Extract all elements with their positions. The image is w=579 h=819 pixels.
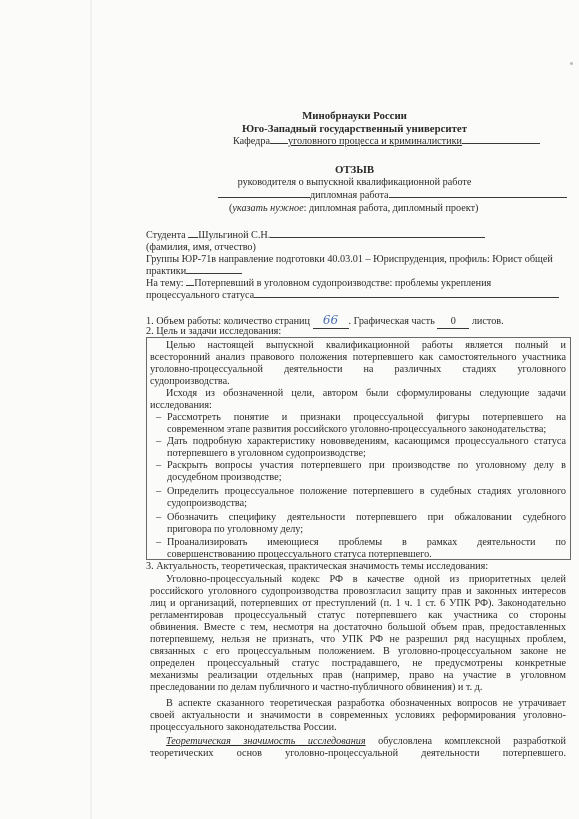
s3-para1-line10: преследовании по делам публичного и частно-публичного обвинения) и т. д. — [150, 682, 483, 693]
s3-para1-line6: потерпевшему, нельзя не признать, что УПК РФ не разрешил ряд насущных проблем, — [150, 634, 566, 645]
s3-para1-line2: российского уголовного судопроизводства провозгласил защиту прав и законных интересов — [150, 586, 566, 597]
task-3-line2: досудебном производстве; — [167, 472, 282, 483]
task-bullet: – — [156, 486, 162, 497]
theoretical-significance: Теоретическая значимость исследования — [166, 736, 366, 747]
task-4-line2: судопроизводства; — [167, 498, 247, 509]
pages-count: 66 — [322, 313, 339, 327]
work-type: дипломная работа — [310, 190, 389, 201]
task-2-line2: потерпевшего в уголовном судопроизводстве; — [167, 448, 366, 459]
task-4-line1: Определить процессуальное положение потерпевшего в судебных стадиях уголовного — [167, 486, 566, 497]
department-line — [233, 136, 540, 148]
university-name: Юго-Западный государственный университет — [241, 123, 468, 135]
s2-para1-line1: Целью настоящей выпускной квалификационной работы является полный и — [166, 340, 566, 351]
s2-para2-line1: Исходя из обозначенной цели, автором были сформулированы следующие задачи — [166, 388, 566, 399]
task-bullet: – — [156, 412, 162, 423]
group-line-2: практики — [146, 266, 242, 278]
task-6-line1: Проанализировать имеющиеся проблемы в рамках деятельности по — [167, 537, 566, 548]
task-2-line1: Дать подробную характеристику нововведениям, касающимся процессуального статуса — [167, 436, 566, 447]
s3-para1-line9: механизмы реализации отдельных прав (например, право на участие в уголовном — [150, 670, 566, 681]
s2-para1-line3: уголовно-процессуальной деятельности на различных стадиях уголовного — [150, 364, 566, 375]
s2-para1-line2: всесторонний анализ правового положения потерпевшего как самостоятельного участника — [150, 352, 566, 363]
s3-para2-line1: В аспекте сказанного теоретическая разработка обозначенных вопросов не утрачивает — [166, 698, 566, 709]
s3-para2-line2: своей актуальности и значимости в современных условиях реформирования уголовно- — [150, 710, 566, 721]
section1-line: 1. Объем работы: количество страниц 66 . Графическая часть 0 листов. — [146, 313, 504, 327]
task-6-line2: совершенствованию процессуального статуса потерпевшего. — [167, 549, 432, 560]
s2-para1-line4: судопроизводства. — [150, 376, 230, 387]
work-type-line — [218, 190, 567, 202]
s3-para1-line8: определен процессуальный статус пострадавшего, не предусмотрены конкретные — [150, 658, 566, 669]
scan-speck — [570, 62, 573, 65]
hint-italic: указать нужное — [232, 203, 304, 214]
s3-para3-line1: Теоретическая значимость исследования обусловлена комплексной разработкой — [166, 736, 566, 747]
task-1-line2: современном этапе развития российского уголовно-процессуального законодательства; — [167, 424, 547, 435]
s3-para1-line7: связанных с его процессуальным положением. В уголовно-процессуальном законе не — [150, 646, 566, 657]
task-bullet: – — [156, 460, 162, 471]
task-bullet: – — [156, 537, 162, 548]
department-prefix: Кафедра — [233, 136, 270, 147]
task-5-line1: Обозначить специфику деятельности потерпевшего при обжаловании судебного — [167, 512, 566, 523]
s3-para1-line3: лиц и организаций, потерпевших от преступлений (п. 1 ч. 1 ст. 6 УПК РФ). Законодательно — [150, 598, 566, 609]
topic-line-2 — [146, 290, 559, 302]
task-5-line2: приговора по уголовному делу; — [167, 524, 304, 535]
s3-para1-line1: Уголовно-процессуальный кодекс РФ в качестве одной из приоритетных целей — [166, 574, 566, 585]
task-bullet: – — [156, 436, 162, 447]
s3-para2-line3: процессуального законодательства России. — [150, 722, 337, 733]
review-heading: ОТЗЫВ — [334, 164, 375, 176]
student-label: Студента — [146, 230, 186, 241]
topic-line — [146, 278, 491, 290]
section3-heading: 3. Актуальность, теоретическая, практическая значимость темы исследования: — [146, 561, 489, 572]
s3-para1-line4: регламентировав процессуальный статус потерпевшего как участника со стороны — [150, 610, 566, 621]
s3-para3-line2: теоретических основ уголовно-процессуальной деятельности потерпевшего. — [150, 748, 566, 759]
task-3-line1: Раскрыть вопросы участия потерпевшего при производстве по уголовному делу в — [167, 460, 566, 471]
student-line — [146, 230, 485, 242]
task-1-line1: Рассмотреть понятие и признаки процессуальной фигуры потерпевшего на — [167, 412, 566, 423]
topic-label: На тему: — [146, 278, 184, 289]
task-bullet: – — [156, 512, 162, 523]
s3-para1-line5: обвинения. Вместе с тем, несмотря на достаточно большой объем прав, предоставленных — [150, 622, 566, 633]
topic-text-1: Потерпевший в уголовном судопроизводстве: проблемы укрепления — [194, 278, 492, 289]
student-name-hint: (фамилия, имя, отчество) — [146, 242, 256, 253]
section2-heading: 2. Цель и задачи исследования: — [146, 326, 282, 337]
group-line: Группы ЮР-71в направление подготовки 40.03.01 – Юриспруденция, профиль: Юрист общей — [146, 254, 553, 265]
student-name: Шульгиной С.Н. — [198, 230, 271, 241]
topic-text-2: процессуального статуса — [146, 290, 255, 301]
ministry-name: Минобрнауки России — [302, 110, 407, 122]
s2-para2-line2: исследования: — [150, 400, 212, 411]
graphic-count: 0 — [450, 316, 456, 327]
work-type-hint: (указать нужное: дипломная работа, дипломный проект) — [229, 203, 479, 214]
department-name: уголовного процесса и криминалистики — [287, 136, 462, 147]
review-subtitle: руководителя о выпускной квалификационной работе — [237, 177, 472, 188]
